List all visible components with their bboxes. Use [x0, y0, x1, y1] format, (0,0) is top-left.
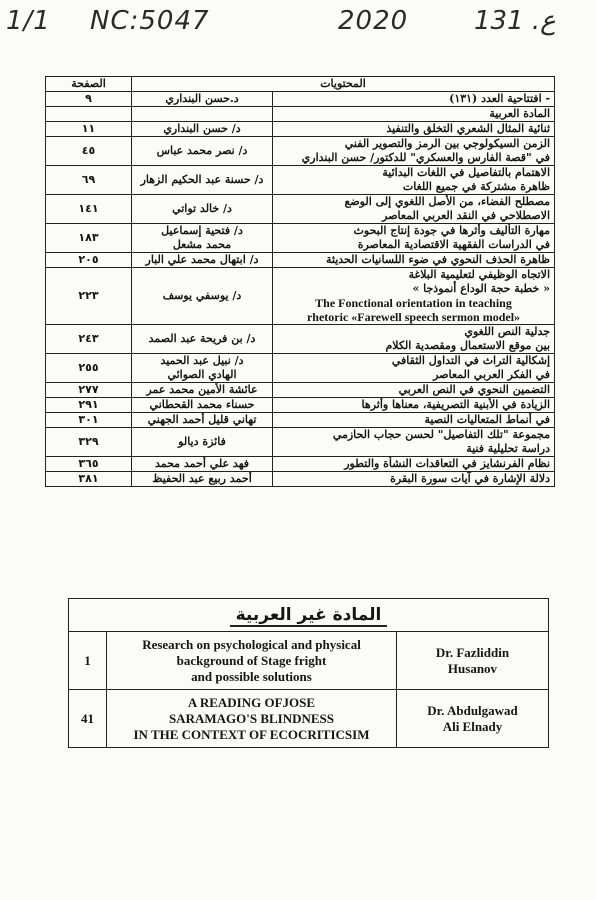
entry-title-english-line: The Fonctional orientation in teaching: [315, 296, 512, 310]
cell-line: د/ يوسفي يوسف: [162, 289, 242, 302]
entry-title: [273, 195, 555, 224]
cell-line: الزمن السيكولوجي بين الرمز والتصوير الفني: [344, 137, 551, 150]
entry-page: ٢٢٣: [46, 268, 132, 325]
entry-title: [273, 107, 555, 122]
non-arabic-page: 41: [69, 690, 107, 748]
entry-author: [132, 224, 273, 253]
entry-title: [273, 354, 555, 383]
contents-row: [46, 137, 555, 166]
cell-line: د/ ابتهال محمد علي البار: [145, 253, 259, 266]
entry-page: ٢٧٧: [46, 383, 132, 398]
entry-author: [132, 325, 273, 354]
entry-author: [132, 253, 273, 268]
cell-line: دلالة الإشارة في آيات سورة البقرة: [390, 472, 551, 485]
entry-author: [132, 122, 273, 137]
entry-page: ٣٦٥: [46, 457, 132, 472]
entry-author: [132, 166, 273, 195]
cell-line: Husanov: [447, 660, 498, 676]
non-arabic-author: [397, 632, 549, 690]
entry-title: [273, 92, 555, 107]
cell-line: فهد علي أحمد محمد: [154, 457, 250, 470]
cell-line: فائزة ديالو: [178, 435, 226, 448]
cell-line: د/ فتحية إسماعيل: [161, 224, 243, 237]
cell-line: مجموعة "تلك التفاصيل" لحسن حجاب الحازمي: [332, 428, 551, 441]
cell-line: د/ بن فريحة عبد الصمد: [148, 332, 256, 345]
cell-line: and possible solutions: [191, 668, 312, 684]
entry-author: [132, 268, 273, 325]
contents-row: [46, 354, 555, 383]
entry-page: ٣٨١: [46, 472, 132, 487]
entry-page: ١١: [46, 122, 132, 137]
cell-line: د/ خالد تواتي: [172, 202, 232, 215]
entry-page: ٢٠٥: [46, 253, 132, 268]
handwritten-page-mark: 1/1: [6, 6, 51, 36]
entry-page: ٣٢٩: [46, 428, 132, 457]
non-arabic-header-text: المادة غير العربية: [230, 605, 388, 627]
entry-author: [132, 107, 273, 122]
contents-row: [46, 268, 555, 325]
entry-title: [273, 457, 555, 472]
non-arabic-row: [69, 632, 549, 690]
entry-title: [273, 383, 555, 398]
entry-author: [132, 428, 273, 457]
cell-line: محمد مشعل: [172, 238, 232, 251]
entry-title: [273, 325, 555, 354]
non-arabic-header: [69, 599, 549, 632]
cell-line: الهادي الصوائي: [167, 368, 237, 381]
entry-author: [132, 92, 273, 107]
cell-line: في أنماط المتعاليات النصية: [424, 413, 551, 426]
cell-line: في "قصة الفارس والعسكري" للدكتور/ حسن البنداري: [301, 151, 551, 164]
cell-line: د/ حسن البنداري: [163, 122, 241, 135]
contents-row: [46, 92, 555, 107]
contents-row: [46, 166, 555, 195]
contents-body: [46, 92, 555, 487]
cell-line: background of Stage fright: [176, 652, 327, 668]
entry-author: [132, 383, 273, 398]
handwritten-year: 2020: [338, 6, 409, 36]
cell-line: د/ نصر محمد عباس: [156, 144, 248, 157]
cell-line: ثنائية المثال الشعري التخلق والتنفيذ: [386, 122, 551, 135]
cell-line: التضمين النحوي في النص العربي: [398, 383, 551, 396]
cell-line: د/ حسنة عبد الحكيم الزهار: [140, 173, 264, 186]
entry-author: [132, 137, 273, 166]
contents-row: [46, 398, 555, 413]
entry-page: ٣٠١: [46, 413, 132, 428]
handwritten-issue-number: 131 .ع: [474, 6, 556, 36]
entry-title: [273, 472, 555, 487]
cell-line: دراسة تحليلية فنية: [466, 442, 551, 455]
entry-page: ٤٥: [46, 137, 132, 166]
cell-line: الاتجاه الوظيفي لتعليمية البلاغة: [408, 268, 551, 281]
contents-row: [46, 472, 555, 487]
cell-line: أحمد ربيع عبد الحفيظ: [152, 472, 252, 485]
contents-row: [46, 325, 555, 354]
entry-title: [273, 122, 555, 137]
entry-title: [273, 253, 555, 268]
cell-line: Dr. Fazliddin: [435, 644, 510, 660]
cell-line: مصطلح الفضاء، من الأصل اللغوي إلى الوضع: [344, 195, 551, 208]
entry-page: ٢٤٣: [46, 325, 132, 354]
entry-title: [273, 428, 555, 457]
entry-author: [132, 472, 273, 487]
entry-author: [132, 195, 273, 224]
cell-line: المادة العربية: [489, 107, 551, 120]
entry-title: [273, 137, 555, 166]
cell-line: ظاهرة مشتركة في جميع اللغات: [402, 180, 551, 193]
contents-row: [46, 224, 555, 253]
contents-row: [46, 383, 555, 398]
cell-line: تهاني قليل أحمد الجهني: [147, 413, 257, 426]
non-arabic-author: [397, 690, 549, 748]
cell-line: Ali Elnady: [442, 718, 503, 734]
entry-page: ٢٥٥: [46, 354, 132, 383]
entry-author: [132, 413, 273, 428]
entry-page: ١٤١: [46, 195, 132, 224]
entry-page: ١٨٣: [46, 224, 132, 253]
cell-line: د/ نبيل عبد الحميد: [160, 354, 244, 367]
cell-line: عائشة الأمين محمد عمر: [146, 383, 258, 396]
cell-line: الاهتمام بالتفاصيل في اللغات البدائية: [382, 166, 551, 179]
cell-line: IN THE CONTEXT OF ECOCRITICSIM: [133, 726, 370, 742]
non-arabic-table: [68, 598, 549, 748]
cell-line: إشكالية التراث في التداول الثقافي: [391, 354, 551, 367]
cell-line: الزيادة في الأبنية التصريفية، معناها وأثرها: [361, 398, 551, 411]
contents-header-row: [46, 77, 555, 92]
entry-title: [273, 224, 555, 253]
cell-line: Dr. Abdulgawad: [427, 702, 518, 718]
entry-title-english-line: rhetoric «Farewell speech sermon model»: [306, 310, 521, 324]
contents-row: [46, 413, 555, 428]
non-arabic-title: [107, 632, 397, 690]
cell-line: Research on psychological and physical: [142, 636, 361, 652]
non-arabic-row: [69, 690, 549, 748]
cell-line: - افتتاحية العدد (١٣١): [449, 92, 551, 105]
contents-header-title: المحتويات: [132, 77, 555, 92]
contents-row: [46, 457, 555, 472]
cell-line: في الدراسات الفقهية الاقتصادية المعاصرة: [357, 238, 551, 251]
entry-author: [132, 457, 273, 472]
entry-page: ٢٩١: [46, 398, 132, 413]
entry-page: ٩: [46, 92, 132, 107]
contents-row: [46, 195, 555, 224]
cell-line: د.حسن البنداري: [165, 92, 239, 105]
cell-line: نظام الفرنشايز في التعاقدات النشأة والتطور: [344, 457, 551, 470]
cell-line: ظاهرة الحذف النحوي في ضوء اللسانيات الحديثة: [326, 253, 551, 266]
cell-line: الاصطلاحي في النقد العربي المعاصر: [382, 209, 551, 222]
entry-author: [132, 398, 273, 413]
cell-line: « خطبة حجة الوداع أنموذجا »: [412, 282, 551, 295]
entry-page: ٦٩: [46, 166, 132, 195]
handwritten-catalog-number: NC:5047: [90, 6, 210, 36]
entry-title: [273, 398, 555, 413]
entry-page: [46, 107, 132, 122]
entry-title: [273, 268, 555, 325]
cell-line: حسناء محمد القحطاني: [149, 398, 255, 411]
contents-header-page: الصفحة: [46, 77, 132, 92]
contents-row: [46, 107, 555, 122]
cell-line: A READING OFJOSE: [187, 694, 316, 710]
non-arabic-page: 1: [69, 632, 107, 690]
contents-row: [46, 428, 555, 457]
contents-table: [45, 76, 555, 487]
cell-line: بين موقع الاستعمال ومقصدية الكلام: [385, 339, 551, 352]
cell-line: في الفكر العربي المعاصر: [433, 368, 551, 381]
cell-line: جدلية النص اللغوي: [464, 325, 551, 338]
contents-row: [46, 253, 555, 268]
entry-title: [273, 413, 555, 428]
cell-line: مهارة التأليف وأثرها في جودة إنتاج البحوث: [353, 224, 551, 237]
entry-title: [273, 166, 555, 195]
contents-row: [46, 122, 555, 137]
cell-line: SARAMAGO'S BLINDNESS: [168, 710, 335, 726]
entry-author: [132, 354, 273, 383]
non-arabic-title: [107, 690, 397, 748]
